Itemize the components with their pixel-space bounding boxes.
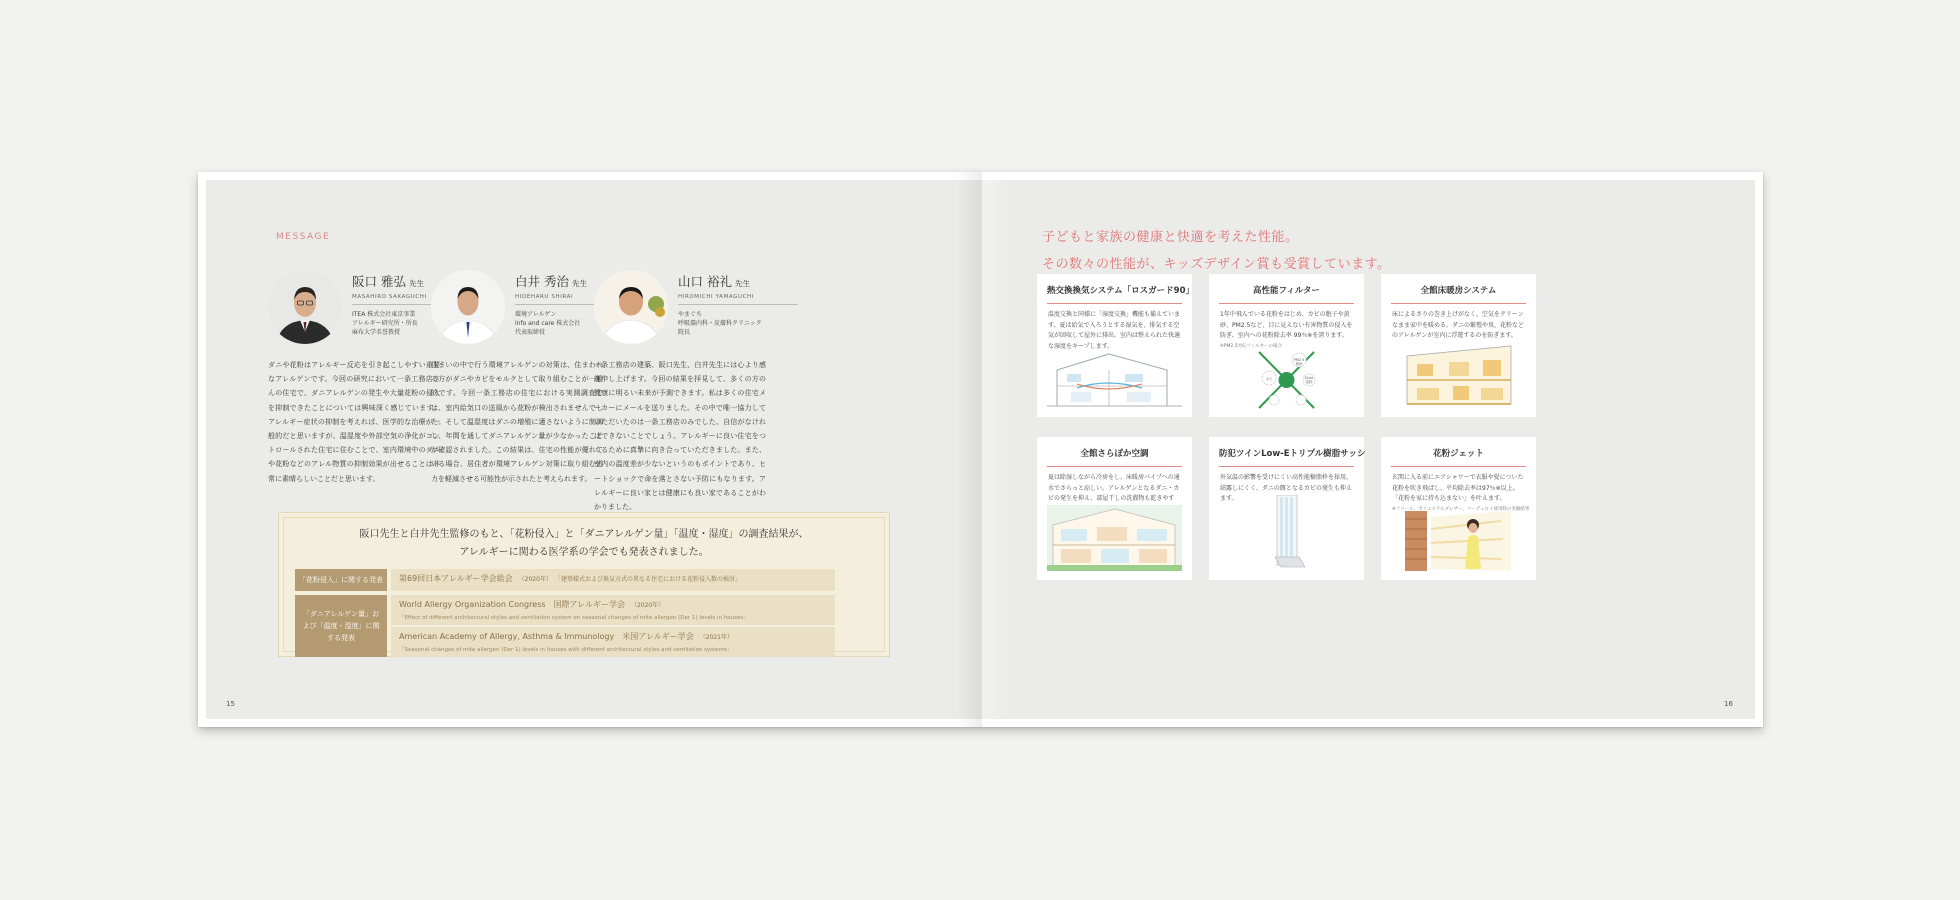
page-number: 15: [226, 700, 235, 708]
filter-label: PM2.5: [1293, 358, 1305, 362]
doctor-honorific: 先生: [571, 279, 587, 288]
house-diagram-icon: [1047, 348, 1182, 410]
feature-card: [1381, 274, 1536, 417]
results-title: [279, 526, 889, 562]
pollen-jet-illustration: [1391, 509, 1526, 571]
left-page: [198, 172, 982, 727]
doctor-romaji: MASAHIRO SAKAGUCHI: [352, 294, 472, 305]
filter-label: 花粉: [1305, 380, 1313, 384]
doctor-portrait-icon: [268, 270, 342, 344]
feature-card: [1209, 437, 1364, 580]
tagline-line: 子どもと家族の健康と快適を考えた性能。: [1042, 230, 1299, 245]
results-row: [295, 595, 835, 657]
doctor-affiliation: ITEA 株式会社東京事業 アレルギー研究所・所長 麻布大学名誉教授: [352, 311, 418, 336]
feature-title: 高性能フィルター: [1219, 284, 1354, 304]
ventilation-house-illustration: [1047, 348, 1182, 410]
doctor-photo: [594, 270, 668, 344]
doctor-message: 一条工務店の建築、阪口先生、白井先生には心より感謝申し上げます。今回の結果を拝見して、多くの方の健康に明るい未来が予測できます。私は多くの住宅メーカーにメールを送りました。その中で唯一協力していただいたのは一条工務店のみでした。自信がなければできないことでしょう。アレルギーに良い住宅をつくるために真摯に向き合っていただきました。また、室内の温度差が少ないというのもポイントであり、ヒートショックで命を落とさない予防にもなります。アレルギーに良い家とは健康にも良い家であることがわかりました。: [594, 361, 766, 512]
presentation-entry: [391, 627, 835, 657]
presentation-subtitle: 「Seasonal changes of mite allergen (Der 1) levels in houses with different architectural styles and ventilation systems」: [399, 647, 733, 653]
feature-card: [1209, 274, 1364, 417]
section-label: MESSAGE: [276, 232, 331, 242]
heated-house-icon: [1391, 342, 1526, 408]
feature-description: 床によるさりの巻き上げがなく、空気をクリーンなまま家中を暖める。ダニの繁殖や臭、花粉などのアレルゲンが室内に浮遊するのを防ぎます。: [1392, 311, 1525, 339]
filter-illustration: [1219, 350, 1354, 410]
doctor-romaji: HIROMICHI YAMAGUCHI: [678, 294, 798, 305]
page-number: 16: [1724, 700, 1733, 708]
research-results-box: [278, 512, 890, 657]
doctor-romaji: HIDEHARU SHIRAI: [515, 294, 635, 305]
feature-title: 熱交換換気システム「ロスガード90」: [1047, 284, 1182, 304]
feature-note: ※PM2.5対応フィルターの場合: [1220, 343, 1282, 349]
feature-description: 1年中飛んでいる花粉をはじめ、カビの胞子や黄砂、PM2.5など、目に見えない有害物質の侵入を防ぎ、室内への花粉除去率 99％※を誇ります。: [1220, 311, 1353, 339]
window-frame-icon: [1219, 495, 1354, 571]
feature-card: [1037, 437, 1192, 580]
filter-label: Dust: [1304, 376, 1314, 380]
doctor-portrait-icon: [594, 270, 668, 344]
feature-description: 玄関に入る前にエアシャワーで衣服や髪についた花粉を吹き飛ばし、平均除去率は97％※以上。「花粉を家に持ち込まない」を叶えます。: [1392, 474, 1524, 502]
feature-title: 防犯ツインLow-Eトリプル樹脂サッシ: [1219, 447, 1354, 467]
presentation-entry: [391, 595, 835, 625]
doctor-honorific: 先生: [408, 279, 424, 288]
doctor-message: 住まいの中で行う環境アレルゲンの対策は、住まわれる方がダニやカビをモルクとして取り組むことが一般的です。今回一条工務店の住宅における実測調査では、室内給気口の送風から花粉が検出されませんでした。そして温湿度はダニの増殖に適さないように制御し、年間を通してダニアレルゲン量が少なかったことが確認されました。この結果は、住宅の性能が優れている場合、居住者が環境アレルゲン対策に取り組む労力を軽減させる可能性が示されたと考えられます。: [431, 361, 603, 483]
doctor-affiliation: やまぐち 呼吸器内科・皮膚科クリニック 院長: [678, 311, 762, 336]
presentation-heading: World Allergy Organization Congress 国際アレルギー学会: [399, 600, 625, 609]
results-title-line: アレルギーに関わる医学系の学会でも発表されました。: [459, 547, 709, 558]
floor-heating-illustration: [1391, 342, 1526, 408]
filter-label: 黄砂: [1295, 362, 1303, 366]
presentation-heading: American Academy of Allergy, Asthma & Immunology 米国アレルギー学会: [399, 632, 694, 641]
results-row-label: 「花粉侵入」に関する発表: [295, 569, 387, 591]
feature-tagline: [1042, 224, 1391, 278]
home-interior-icon: [1047, 505, 1182, 571]
doctor-name: 阪口 雅弘: [352, 274, 406, 289]
filter-diagram-icon: [1219, 350, 1354, 410]
presentation-subtitle: 「建築様式および換気方式の異なる住宅における花粉侵入数の検討」: [557, 576, 741, 583]
presentation-year: （2021年）: [699, 634, 733, 641]
tagline-line: その数々の性能が、キッズデザイン賞も受賞しています。: [1042, 257, 1391, 272]
feature-description: 温度交換と同様に「湿度交換」機能も備えています。夏は給気で入ろうとする湿気を、排気する空気が回収して屋外に排出。室内は整えられた快適な湿度をキープします。: [1048, 311, 1181, 350]
feature-title: 全館さらぽか空調: [1047, 447, 1182, 467]
doctor-portrait-icon: [431, 270, 505, 344]
window-sash-illustration: [1219, 495, 1354, 571]
presentation-heading: 第69回日本アレルギー学会総会: [399, 574, 513, 583]
doctor-affiliation: 環境アレルゲン info and care 株式会社 代表取締役: [515, 311, 581, 336]
feature-card: [1037, 274, 1192, 417]
feature-description: 外気温の影響を受けにくい高性能樹脂枠を採用。結露しにくく、ダニの餌となるカビの発生も抑えます。: [1220, 474, 1353, 502]
presentation-subtitle: 「Effect of different architectural styles and ventilation system on seasonal changes of mite allergen (Der 1) levels in houses」: [399, 615, 749, 621]
doctor-message: ダニや花粉はアレルギー反応を引き起こしやすい重要なアレルゲンです。今回の研究において一条工務店さんの住宅で、ダニアレルゲンの発生や大量花粉の侵入を抑制できたことについては興味深く感じています。アレルギー症状の抑制を考えれば、医学的な治療が一般的だと思いますが、温湿度や外部空気の浄化がコントロールされた住宅に住むことで、室内環境中のダニや花粉などのアレル物質の抑制効果が出せることは非常に素晴らしいことだと思います。: [268, 361, 440, 483]
results-row: [295, 569, 835, 591]
presentation-year: （2020年）: [518, 576, 552, 583]
air-shower-icon: [1391, 509, 1526, 571]
presentation-year: （2020年）: [630, 602, 665, 609]
filter-label: カビ: [1265, 377, 1273, 381]
feature-note: ※フリース、ポリエステルブレザー、コーデュロイ使用時の実験結果: [1392, 506, 1530, 512]
feature-card: [1381, 437, 1536, 580]
feature-title: 花粉ジェット: [1391, 447, 1526, 467]
doctor-photo: [268, 270, 342, 344]
feature-description: 夏は除湿しながら冷房をし、床暖房パイプへの通水でさらっと涼しい。アレルゲンとなるダニ・カビの発生を抑え、部屋干しの洗濯物も乾きやす: [1048, 474, 1180, 502]
results-title-line: 阪口先生と白井先生監修のもと、「花粉侵入」と「ダニアレルゲン量」「温度・湿度」の調査結果が、: [359, 529, 809, 540]
doctor-honorific: 先生: [734, 279, 750, 288]
feature-title: 全館床暖房システム: [1391, 284, 1526, 304]
brochure-spread: [198, 172, 1763, 727]
doctor-name: 白井 秀治: [515, 274, 569, 289]
air-conditioning-illustration: [1047, 505, 1182, 571]
results-row-label: 「ダニアレルゲン量」および「温度・湿度」に関する発表: [295, 595, 387, 657]
presentation-entry: [391, 569, 835, 591]
right-page: [982, 172, 1763, 727]
doctor-photo: [431, 270, 505, 344]
doctor-name: 山口 裕礼: [678, 274, 732, 289]
